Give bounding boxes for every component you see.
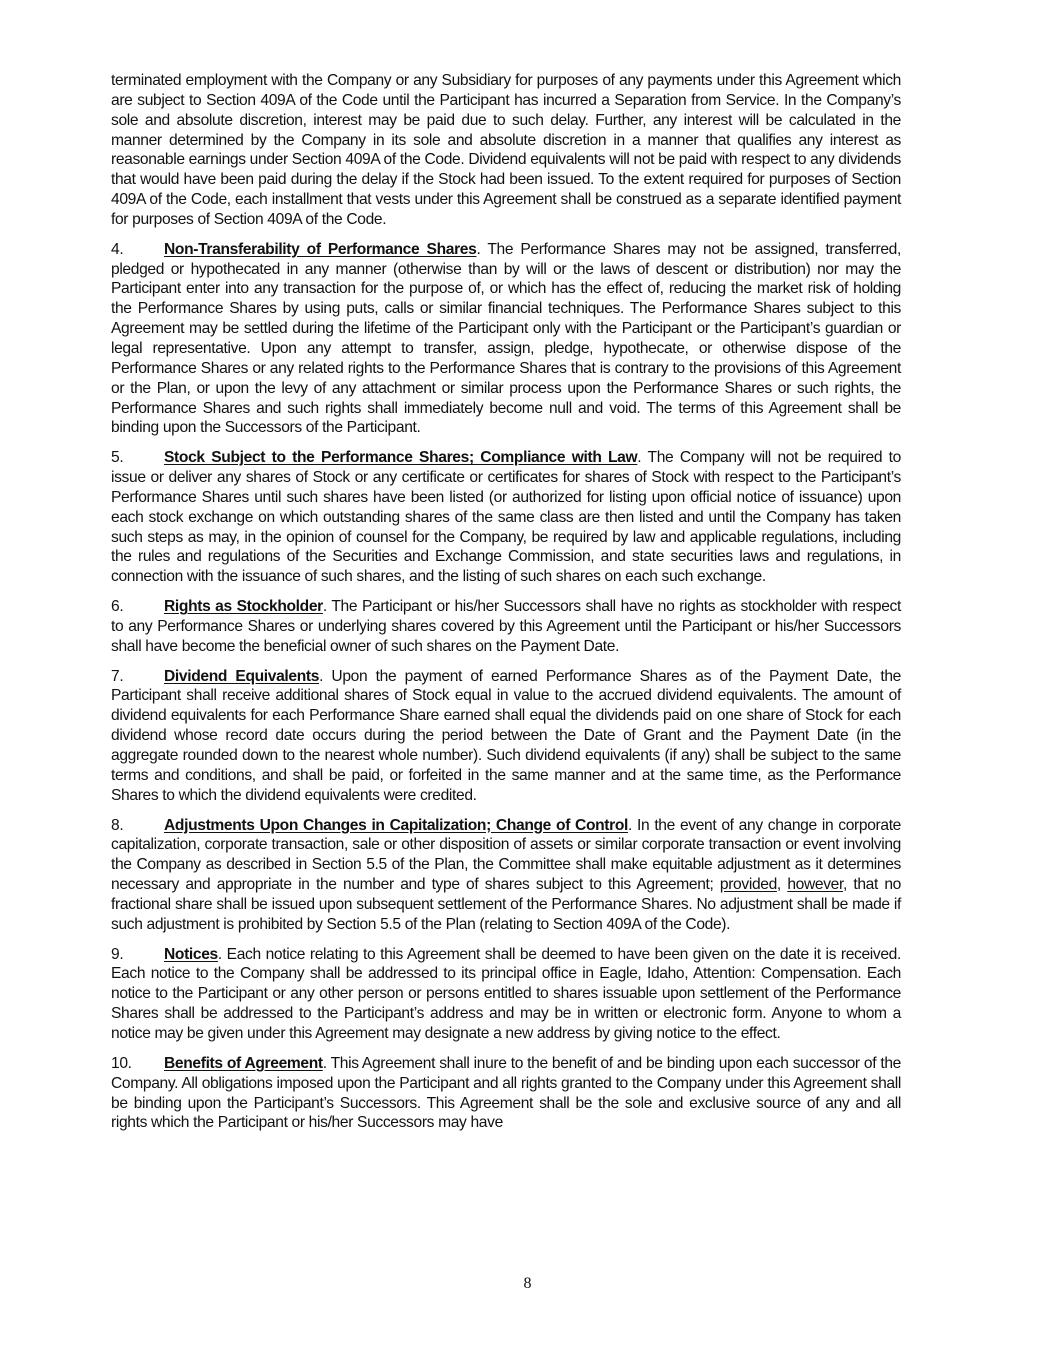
section-body: . In the event of any change in corporate capitalization, corporate transaction, sale or other disposition of assets or similar corporate transaction or event involving the Company as described in Section 5.5 of the Plan, the Committee shall make equitable adjustment as it determines necessary and appropriate in the number and type of shares subject to this Agreement; [111, 816, 902, 894]
section-heading: Dividend Equivalents [164, 667, 320, 685]
section-heading: Notices [164, 945, 218, 963]
page-number: 8 [523, 1275, 532, 1292]
section-number: 8. [111, 816, 124, 834]
section-body: . The Participant or his/her Successors shall have no rights as stockholder with respect to any Performance Shares or underlying shares covered by this Agreement until the Participant or his/her Successors shall have become the beneficial owner of such shares on the Payment Date. [111, 598, 901, 655]
section-heading: Adjustments Upon Changes in Capitalization; Change of Control [164, 816, 629, 834]
section-number: 10. [111, 1054, 132, 1072]
section-5 [111, 448, 901, 587]
section-6 [111, 597, 901, 657]
section-heading: Benefits of Agreement [164, 1054, 323, 1072]
section-4 [111, 240, 901, 438]
separator: , [776, 876, 788, 894]
section-heading: Stock Subject to the Performance Shares; Compliance with Law [164, 449, 638, 467]
section-9 [111, 945, 901, 1044]
section-number: 4. [111, 240, 124, 258]
section-heading: Rights as Stockholder [164, 598, 323, 616]
section-heading: Non-Transferability of Performance Shares [164, 240, 477, 258]
section-body: . The Company will not be required to issue or deliver any shares of Stock or any certificate or certificates for shares of Stock with respect to the Participant’s Performance Shares until such shares have been listed (or authorized for listing upon official notice of issuance) upon each stock exchange on which outstanding shares of the same class are then listed and until the Company has taken such steps as may, in the opinion of counsel for the Company, be required by law and applicable regulations, including the rules and regulations of the Securities and Exchange Commission, and state securities laws and regulations, in connection with the issuance of such shares, and the listing of such shares on each such exchange. [111, 449, 901, 586]
document-page [111, 71, 901, 1143]
underlined-term-provided: provided [719, 876, 777, 894]
section-number: 6. [111, 598, 124, 616]
underlined-term-however: however [787, 876, 843, 894]
intro-paragraph: terminated employment with the Company or any Subsidiary for purposes of any payments under this Agreement which are subject to Section 409A of the Code until the Participant has incurred a Separation from Service. In the Company’s sole and absolute discretion, interest may be paid due to such delay. Further, any interest will be calculated in the manner determined by the Company in its sole and absolute discretion in a manner that qualifies any interest as reasonable earnings under Section 409A of the Code. Dividend equivalents will not be paid with respect to any dividends that would have been paid during the delay if the Stock had been issued. To the extent required for purposes of Section 409A of the Code, each installment that vests under this Agreement shall be construed as a separate identified payment for purposes of Section 409A of the Code. [111, 72, 901, 228]
section-body: . The Performance Shares may not be assigned, transferred, pledged or hypothecated in any manner (otherwise than by will or the laws of descent or distribution) nor may the Participant enter into any transaction for the purpose of, or which has the effect of, reducing the market risk of holding the Performance Shares by using puts, calls or similar financial techniques. The Performance Shares subject to this Agreement may be settled during the lifetime of the Participant only with the Participant or the Participant’s guardian or legal representative. Upon any attempt to transfer, assign, pledge, hypothecate, or otherwise dispose of the Performance Shares or any related rights to the Performance Shares that is contrary to the provisions of this Agreement or the Plan, or upon the levy of any attachment or similar process upon the Performance Shares or such rights, the Performance Shares and such rights shall immediately become null and void. The terms of this Agreement shall be binding upon the Successors of the Participant. [111, 240, 901, 437]
section-number: 9. [111, 945, 124, 963]
section-body-continued: , that no fractional share shall be issued upon subsequent settlement of the Performance Shares. No adjustment shall be made if such adjustment is prohibited by Section 5.5 of the Plan (relating to Section 409A of the Code). [111, 876, 902, 933]
section-10 [111, 1054, 901, 1133]
section-body: . Each notice relating to this Agreement shall be deemed to have been given on the date it is received. Each notice to the Company shall be addressed to its principal office in Eagle, Idaho, Attention: Compensation. Each notice to the Participant or any other person or persons entitled to shares issuable upon settlement of the Performance Shares shall be addressed to the Participant’s address and may be in written or electronic form. Anyone to whom a notice may be given under this Agreement may designate a new address by giving notice to the effect. [111, 945, 901, 1042]
section-7 [111, 667, 901, 806]
section-number: 7. [111, 667, 124, 685]
section-body: . This Agreement shall inure to the benefit of and be binding upon each successor of the Company. All obligations imposed upon the Participant and all rights granted to the Company under this Agreement shall be binding upon the Participant’s Successors. This Agreement shall be the sole and exclusive source of any and all rights which the Participant or his/her Successors may have [111, 1054, 901, 1132]
section-body: . Upon the payment of earned Performance Shares as of the Payment Date, the Participant shall receive additional shares of Stock equal in value to the accrued dividend equivalents. The amount of dividend equivalents for each Performance Share earned shall equal the dividends paid on one share of Stock for each dividend whose record date occurs during the period between the Date of Grant and the Payment Date (in the aggregate rounded down to the nearest whole number). Such dividend equivalents (if any) shall be subject to the same terms and conditions, and shall be paid, or forfeited in the same manner and at the same time, as the Performance Shares to which the dividend equivalents were credited. [111, 667, 901, 804]
section-number: 5. [111, 449, 124, 467]
section-8 [111, 816, 901, 935]
